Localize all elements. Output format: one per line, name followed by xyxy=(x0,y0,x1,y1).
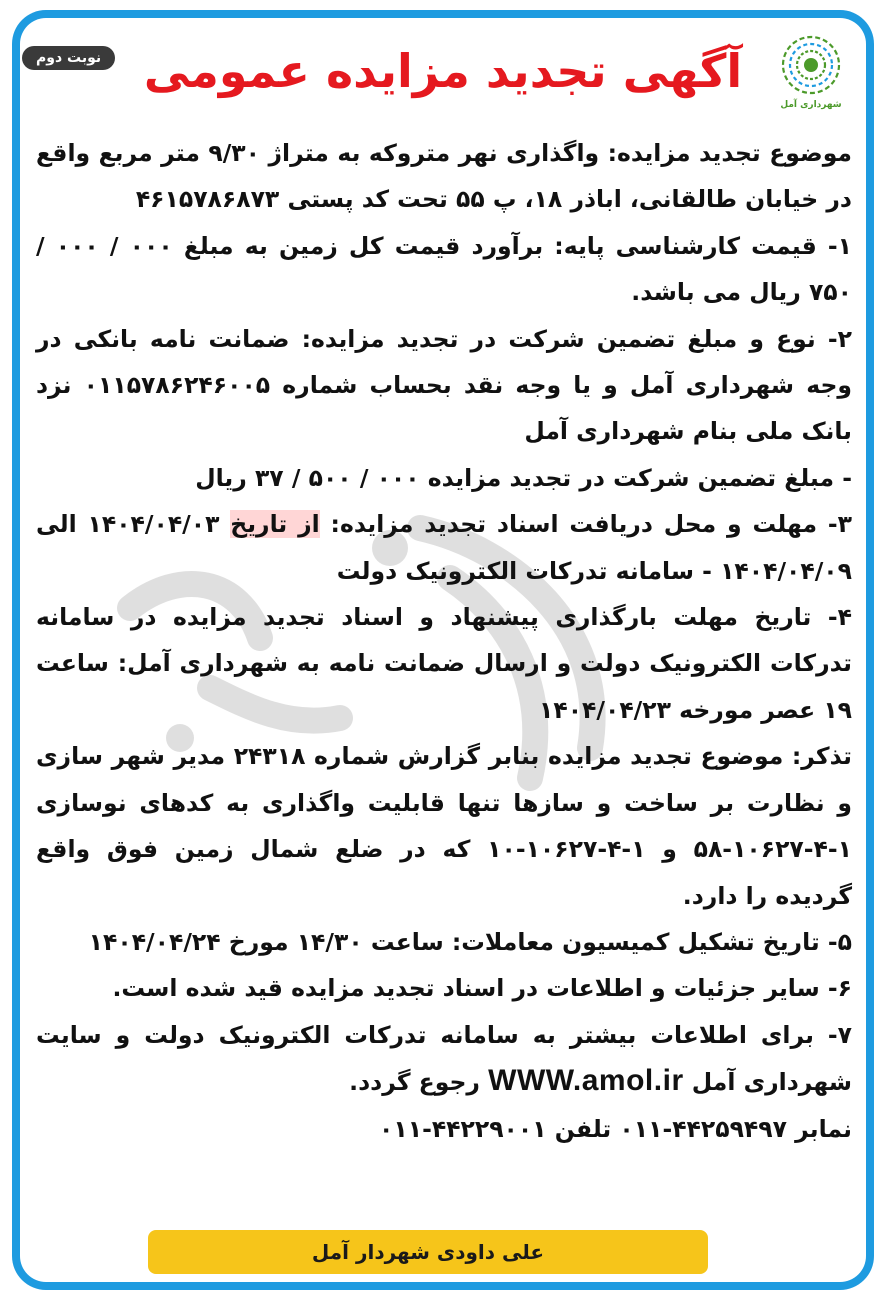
contact-line: نمابر ۴۴۲۵۹۴۹۷-۰۱۱ تلفن ۴۴۲۲۹۰۰۱-۰۱۱ xyxy=(379,1114,852,1143)
municipality-logo xyxy=(774,32,848,114)
item3-suffix: ۱۴۰۴/۰۴/۰۳ الی ۱۴۰۴/۰۴/۰۹ - سامانه تدرکات الکترونیک دولت xyxy=(36,510,852,585)
edition-badge: نوبت دوم xyxy=(22,46,115,70)
notice-paper xyxy=(20,18,866,1282)
item7-suffix: رجوع گردد. xyxy=(349,1068,489,1097)
website-link[interactable]: WWW.amol.ir xyxy=(488,1064,684,1098)
item-guarantee: ۲- نوع و مبلغ تضمین شرکت در تجدید مزایده: ضمانت نامه بانکی در وجه شهرداری آمل و یا وجه نقد بحساب شماره ۰۱۱۵۷۸۶۲۴۶۰۰۵ نزد بانک ملی بنام شهرداری آمل xyxy=(36,324,852,446)
item-document-deadline xyxy=(36,501,852,594)
notice-body xyxy=(36,130,852,1152)
item-base-price: ۱- قیمت کارشناسی پایه: برآورد قیمت کل زمین به مبلغ ۰۰۰ / ۰۰۰ / ۷۵۰ ریال می باشد. xyxy=(36,231,852,307)
item-commission-date: ۵- تاریخ تشکیل کمیسیون معاملات: ساعت ۱۴/۳۰ مورخ ۱۴۰۴/۰۴/۲۴ xyxy=(88,927,852,956)
note-paragraph: تذکر: موضوع تجدید مزایده بنابر گزارش شماره ۲۴۳۱۸ مدیر شهر سازی و نظارت بر ساخت و سازها تنها قابلیت واگذاری به کدهای نوسازی ۱-۴-۱۰۶۲۷-۵۸ و ۱-۴-۱۰۶۲۷-۱۰ که در ضلع شمال زمین فوق واقع گردیده را دارد. xyxy=(36,742,852,910)
municipality-emblem-icon xyxy=(778,32,844,98)
logo-caption: شهرداری آمل xyxy=(780,100,842,110)
item-guarantee-amount: - مبلغ تضمین شرکت در تجدید مزایده ۰۰۰ / ۵۰۰ / ۳۷ ریال xyxy=(195,463,852,492)
item3-highlight: از تاریخ xyxy=(230,510,320,539)
item7-prefix: ۷- برای اطلاعات بیشتر به سامانه تدرکات الکترونیک دولت و سایت شهرداری آمل xyxy=(36,1020,852,1097)
page-title: آگهی تجدید مزایده عمومی xyxy=(143,44,743,98)
item3-prefix: ۳- مهلت و محل دریافت اسناد تجدید مزایده: xyxy=(319,510,853,539)
item-other-details: ۶- سایر جزئیات و اطلاعات در اسناد تجدید مزایده قید شده است. xyxy=(112,974,852,1003)
auction-subject: موضوع تجدید مزایده: واگذاری نهر متروکه به متراژ ۹/۳۰ متر مربع واقع در خیابان طالقانی، اباذر ۱۸، پ ۵۵ تحت کد پستی ۴۶۱۵۷۸۶۸۷۳ xyxy=(36,139,852,214)
signature-bar xyxy=(148,1230,708,1274)
item-upload-deadline: ۴- تاریخ مهلت بارگذاری پیشنهاد و اسناد تجدید مزایده در سامانه تدرکات الکترونیک دولت و ارسال ضمانت نامه به شهرداری آمل: ساعت ۱۹ عصر مورخه ۱۴۰۴/۰۴/۲۳ xyxy=(36,603,852,724)
signature-text: علی داودی شهردار آمل xyxy=(311,1240,545,1264)
item-more-info xyxy=(36,1012,852,1106)
